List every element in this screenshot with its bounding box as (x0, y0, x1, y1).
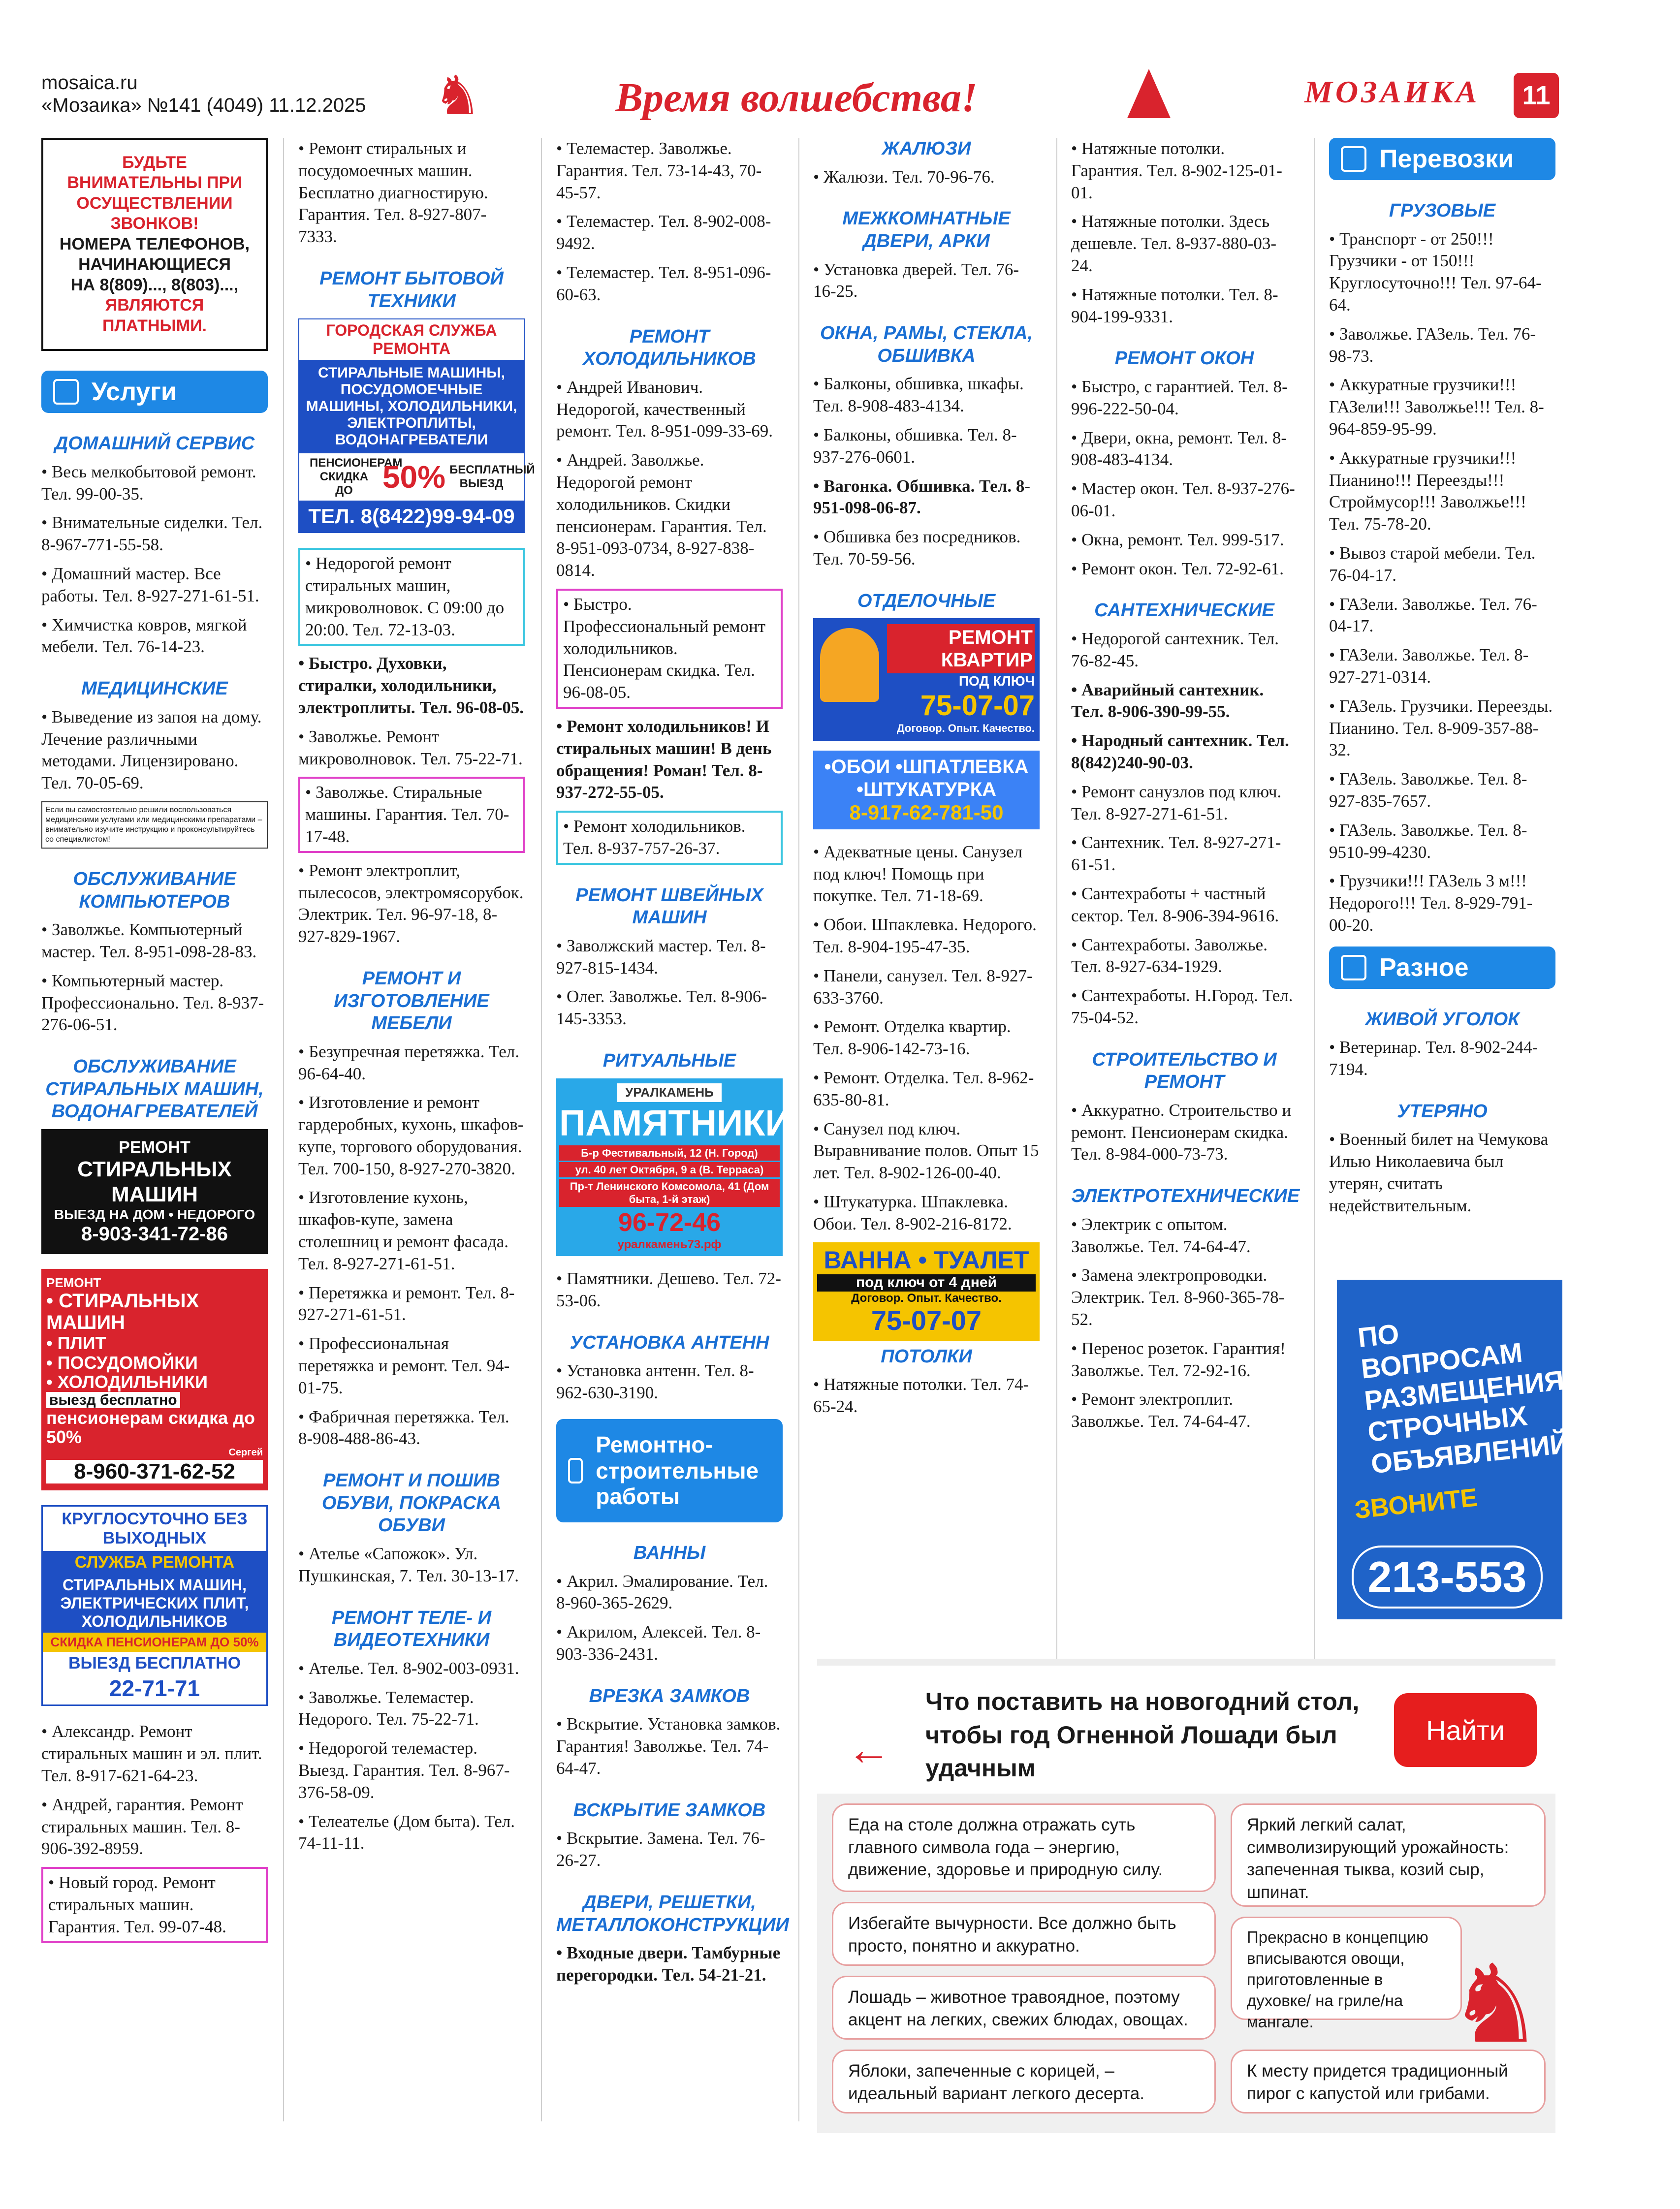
classified-ad: • Заволжье. Телемастер. Недорого. Тел. 75-22-71. (298, 1687, 479, 1729)
banner-phone: 8-960-371-62-52 (46, 1460, 263, 1483)
category-heading: САНТЕХНИЧЕСКИЕ (1094, 600, 1274, 621)
banner-text: ул. 40 лет Октября, 9 а (В. Терраса) (559, 1162, 780, 1177)
classified-ad: • Аккуратно. Строительство и ремонт. Пенсионерам скидка. Тел. 8-984-000-73-73. (1071, 1100, 1292, 1164)
category-heading: МЕДИЦИНСКИЕ (81, 678, 228, 699)
classified-ad: • Установка дверей. Тел. 76-16-25. (813, 259, 1019, 301)
classified-ad: • Обшивка без посредников. Тел. 70-59-56. (813, 527, 1021, 568)
category-heading: ЖАЛЮЗИ (882, 138, 971, 159)
warning-line: ЯВЛЯЮТСЯ (105, 296, 204, 315)
classified-ad: • Заволжье. ГАЗель. Тел. 76-98-73. (1329, 324, 1536, 366)
classified-ad: • Грузчики!!! ГАЗель 3 м!!! Недорого!!! Тел. 8-929-791-00-20. (1329, 871, 1533, 935)
classified-ad: • ГАЗель. Заволжье. Тел. 8-927-835-7657. (1329, 769, 1527, 811)
monuments-banner (556, 1078, 792, 1257)
banner-text: ПЕНСИОНЕРАМ СКИДКА ДО (309, 456, 403, 498)
classified-ad: • Александр. Ремонт стиральных машин и эл. плит. Тел. 8-917-621-64-23. (41, 1722, 262, 1785)
warning-line: ОСУЩЕСТВЛЕНИИ (76, 193, 233, 213)
category-heading: СТРОИТЕЛЬСТВО И РЕМОНТ (1092, 1049, 1277, 1093)
banner-text: КРУГЛОСУТОЧНО БЕЗ ВЫХОДНЫХ (62, 1510, 248, 1548)
category-heading: ВСКРЫТИЕ ЗАМКОВ (573, 1799, 766, 1821)
category-heading: ПОТОЛКИ (881, 1346, 972, 1367)
classified-ad: • Ремонт санузлов под ключ. Тел. 8-927-271-61-51. (1071, 782, 1282, 823)
banner-text: Договор. Опыт. Качество. (896, 722, 1035, 735)
section-label: Разное (1379, 953, 1469, 982)
classified-ad: • Ремонт электроплит, пылесосов, электромясорубок. Электрик. Тел. 96-97-18, 8-927-829-1967. (298, 860, 524, 947)
banner-title: ВАННА • ТУАЛЕТ (824, 1246, 1029, 1274)
advertising-contact-banner (1337, 1280, 1571, 1619)
classified-ad: • Натяжные потолки. Здесь дешевле. Тел. 8-937-880-03-24. (1071, 212, 1277, 275)
classified-ad: • Адекватные цены. Санузел под ключ! Помощь при покупке. Тел. 71-18-69. (813, 842, 1023, 906)
classified-ad: • Жалюзи. Тел. 70-96-76. (813, 167, 995, 187)
phone-icon (53, 379, 79, 405)
classified-ad: • Балконы, обшивка. Тел. 8-937-276-0601. (813, 425, 1017, 467)
classified-ad: • Панели, санузел. Тел. 8-927-633-3760. (813, 966, 1033, 1008)
red-horse-icon: ♞ (1447, 1945, 1545, 2065)
category-heading: РИТУАЛЬНЫЕ (602, 1050, 736, 1072)
classified-ad: • Транспорт - от 250!!! Грузчики - от 150!!! Круглосуточно!!! Тел. 97-64-64. (1329, 229, 1542, 315)
category-heading: УТЕРЯНО (1397, 1101, 1488, 1122)
classified-ad: • Андрей Иванович. Недорогой, качественный ремонт. Тел. 8-951-099-33-69. (556, 377, 773, 441)
classified-ad: • Акрилом, Алексей. Тел. 8-903-336-2431. (556, 1622, 761, 1664)
classified-ad: • Балконы, обшивка, шкафы. Тел. 8-908-483-4134. (813, 374, 1024, 416)
classified-ad: • ГАЗели. Заволжье. Тел. 8-927-271-0314. (1329, 645, 1529, 687)
classified-ad: • Ветеринар. Тел. 8-902-244-7194. (1329, 1038, 1538, 1079)
classified-ad: • Замена электропроводки. Электрик. Тел. 8-960-365-78-52. (1071, 1265, 1285, 1329)
column-3 (556, 138, 792, 1993)
banner-text: РЕМОНТ (46, 1275, 101, 1291)
classified-ad: • Натяжные потолки. Гарантия. Тел. 8-902-125-01-01. (1071, 139, 1282, 202)
category-heading: ОКНА, РАМЫ, СТЕКЛА, ОБШИВКА (820, 323, 1033, 366)
banner-phone: 8-903-341-72-86 (81, 1223, 228, 1245)
classified-ad: • Химчистка ковров, мягкой мебели. Тел. 76-14-23. (41, 615, 247, 657)
banner-text: СКИДКА ПЕНСИОНЕРАМ ДО 50% (43, 1633, 266, 1652)
classified-ad: • Народный сантехник. Тел. 8(842)240-90-03. (1071, 731, 1289, 772)
tip-card: Избегайте вычурности. Все должно быть просто, понятно и аккуратно. (832, 1902, 1216, 1966)
section-transport (1329, 138, 1555, 180)
classified-ad: • Электрик с опытом. Заволжье. Тел. 74-64-47. (1071, 1214, 1251, 1256)
section-services (41, 371, 268, 413)
banner-phone: 213-553 (1352, 1546, 1543, 1609)
banner-text: СТИРАЛЬНЫХ МАШИН, ЭЛЕКТРИЧЕСКИХ ПЛИТ, ХОЛОДИЛЬНИКОВ (43, 1574, 266, 1633)
classified-ad: • ГАЗель. Заволжье. Тел. 8-9510-99-4230. (1329, 820, 1527, 862)
classified-ad: • Вскрытие. Установка замков. Гарантия! Заволжье. Тел. 74-64-47. (556, 1714, 781, 1778)
bathroom-banner (813, 1242, 1040, 1341)
paint-roller-icon (568, 1458, 583, 1483)
category-heading: ОБСЛУЖИВАНИЕ КОМПЬЮТЕРОВ (73, 868, 236, 912)
find-button[interactable]: Найти (1394, 1693, 1537, 1767)
classified-ad: • Изготовление кухонь, шкафов-купе, замена столешниц и ремонт фасада. Тел. 8-927-271-61-51. (298, 1188, 509, 1273)
classified-ad: • Двери, окна, ремонт. Тел. 8-908-483-4134. (1071, 428, 1287, 470)
classified-ad: • Ремонт окон. Тел. 72-92-61. (1071, 559, 1284, 578)
widget-question: Что поставить на новогодний стол, чтобы год Огненной Лошади был удачным (925, 1688, 1360, 1782)
banner-text: • ПОСУДОМОЙКИ (46, 1352, 198, 1373)
category-heading: РЕМОНТ ХОЛОДИЛЬНИКОВ (583, 326, 756, 370)
classified-ad: • Заволжье. Компьютерный мастер. Тел. 8-951-098-28-83. (41, 920, 257, 961)
banner-text: СТИРАЛЬНЫХ МАШИН (77, 1157, 232, 1206)
classified-ad: • Телемастер. Тел. 8-951-096-60-63. (556, 262, 771, 304)
section-label: Услуги (92, 378, 177, 407)
classified-ad: • Новый город. Ремонт стиральных машин. Гарантия. Тел. 99-07-48. (41, 1867, 268, 1943)
classified-ad: • Быстро. Профессиональный ремонт холодильников. Пенсионерам скидка. Тел. 96-08-05. (556, 589, 783, 709)
classified-ad: • Памятники. Дешево. Тел. 72-53-06. (556, 1269, 781, 1311)
classified-ad: • Аккуратные грузчики!!! Пианино!!! Переезды!!! Строймусор!!! Заволжье!!! Тел. 75-78-20. (1329, 448, 1526, 534)
city-repair-banner (298, 318, 535, 533)
category-heading: РЕМОНТ ТЕЛЕ- И ВИДЕОТЕХНИКИ (331, 1607, 492, 1651)
classified-ad: • Перетяжка и ремонт. Тел. 8-927-271-61-51. (298, 1283, 515, 1325)
widget-header (817, 1659, 1555, 1794)
classified-ad: • Обои. Шпаклевка. Недорого. Тел. 8-904-195-47-35. (813, 915, 1037, 956)
classified-ad: • Телеателье (Дом быта). Тел. 74-11-11. (298, 1811, 515, 1853)
column-4 (813, 138, 1040, 1425)
classified-ad: • Профессиональная перетяжка и ремонт. Тел. 94-01-75. (298, 1334, 510, 1397)
banner-title: ПАМЯТНИКИ (559, 1102, 792, 1143)
classified-ad: • Окна, ремонт. Тел. 999-517. (1071, 530, 1284, 549)
classified-ad: • Быстро. Духовки, стиралки, холодильники, электроплиты. Тел. 96-08-05. (298, 654, 524, 717)
banner-title: ПО ВОПРОСАМ РАЗМЕЩЕНИЯ СТРОЧНЫХ ОБЪЯВЛЕНИЙ (1356, 1318, 1571, 1480)
boxes-icon (1341, 955, 1366, 980)
classified-ad: • Сантехработы. Н.Город. Тел. 75-04-52. (1071, 986, 1293, 1027)
site-url[interactable]: mosaica.ru (41, 72, 138, 94)
classified-ad: • Заволжье. Ремонт микроволновок. Тел. 75-22-71. (298, 726, 523, 768)
banner-phone: 75-07-07 (871, 1305, 982, 1336)
banner-text: СЛУЖБА РЕМОНТА (43, 1551, 266, 1574)
classified-ad: • Аварийный сантехник. Тел. 8-906-390-99-55. (1071, 680, 1264, 722)
tip-card: К месту придется традиционный пирог с капустой или грибами. (1231, 2050, 1546, 2114)
classified-ad: • Ремонт. Отделка. Тел. 8-962-635-80-81. (813, 1068, 1034, 1109)
apartment-repair-banner (813, 618, 1040, 740)
classified-ad: • Заволжский мастер. Тел. 8-927-815-1434. (556, 936, 766, 978)
issue-info: «Мозаика» №141 (4049) 11.12.2025 (41, 95, 366, 116)
banner-text: УРАЛКАМЕНЬ (617, 1083, 722, 1102)
banner-phone: 96-72-46 (618, 1208, 721, 1237)
classified-ad: • Установка антенн. Тел. 8-962-630-3190. (556, 1361, 754, 1403)
warning-line: ПЛАТНЫМИ. (102, 316, 207, 335)
classified-ad: • Мастер окон. Тел. 8-937-276-06-01. (1071, 479, 1295, 520)
section-repair-works (556, 1419, 783, 1522)
classified-ad: • Натяжные потолки. Тел. 8-904-199-9331. (1071, 284, 1278, 326)
banner-text: ПОД КЛЮЧ (958, 673, 1035, 689)
classified-ad: • Вывоз старой мебели. Тел. 76-04-17. (1329, 543, 1536, 585)
page-number: 11 (1514, 73, 1559, 118)
banner-phone: ТЕЛ. 8(8422)99-94-09 (299, 501, 524, 532)
banner-text: Договор. Опыт. Качество. (851, 1291, 1002, 1305)
classified-ad: • Санузел под ключ. Выравнивание полов. Опыт 15 лет. Тел. 8-902-126-00-40. (813, 1119, 1039, 1183)
classified-ad: • Вскрытие. Замена. Тел. 76-26-27. (556, 1829, 765, 1870)
category-heading: ВАННЫ (633, 1543, 706, 1564)
newspaper-logo: МОЗАИКА (1304, 74, 1480, 109)
classified-ad: • Безупречная перетяжка. Тел. 96-64-40. (298, 1041, 519, 1083)
horse-logo-icon: ♞ (433, 66, 482, 126)
banner-text: ВЫЕЗД БЕСПЛАТНО (68, 1654, 241, 1673)
truck-icon (1341, 146, 1366, 172)
warning-box (41, 138, 268, 351)
banner-text: РЕМОНТ (119, 1137, 190, 1157)
section-misc (1329, 947, 1555, 989)
category-heading: ДОМАШНИЙ СЕРВИС (54, 433, 255, 454)
banner-text: СТИРАЛЬНЫЕ МАШИНЫ, ПОСУДОМОЕЧНЫЕ МАШИНЫ, ХОЛОДИЛЬНИКИ, ЭЛЕКТРОПЛИТЫ, ВОДОНАГРЕВАТЕЛИ (299, 360, 524, 453)
classified-ad: • Акрил. Эмалирование. Тел. 8-960-365-2629. (556, 1571, 768, 1613)
banner-text: •ОБОИ •ШПАТЛЕВКА (824, 756, 1029, 778)
classified-ad: • Ремонт стиральных и посудомоечных машин. Бесплатно диагностирую. Гарантия. Тел. 8-927-807-7333. (298, 139, 488, 247)
appliance-repair-banner (41, 1269, 268, 1490)
christmas-tree-icon (1127, 69, 1171, 118)
category-heading: ЖИВОЙ УГОЛОК (1365, 1009, 1520, 1030)
widget-tips (817, 1794, 1555, 2133)
category-heading: ОБСЛУЖИВАНИЕ СТИРАЛЬНЫХ МАШИН, ВОДОНАГРЕВАТЕЛЕЙ (45, 1056, 264, 1122)
classified-ad: • Андрей, гарантия. Ремонт стиральных машин. Тел. 8-906-392-8959. (41, 1795, 243, 1859)
warning-line: ЗВОНКОВ! (110, 214, 199, 233)
wallpaper-banner (813, 751, 1040, 829)
column-5 (1071, 138, 1298, 1440)
category-heading: МЕЖКОМНАТНЫЕ ДВЕРИ, АРКИ (842, 208, 1011, 252)
classified-ad: • Домашний мастер. Все работы. Тел. 8-927-271-61-51. (41, 564, 259, 605)
banner-text: выезд бесплатно (46, 1392, 180, 1408)
classified-ad: • Сантехник. Тел. 8-927-271-61-51. (1071, 833, 1281, 875)
classified-ad: • Заволжье. Стиральные машины. Гарантия. Тел. 70-17-48. (298, 777, 525, 852)
classified-ad: • Входные двери. Тамбурные перегородки. Тел. 54-21-21. (556, 1943, 781, 1985)
category-heading: РЕМОНТ БЫТОВОЙ ТЕХНИКИ (319, 268, 504, 312)
new-year-table-widget (817, 1659, 1555, 2126)
banner-phone: 8-917-62-781-50 (849, 800, 1004, 824)
tip-card: Яблоки, запеченные с корицей, – идеальный вариант легкого десерта. (832, 2050, 1216, 2114)
tip-card: Яркий легкий салат, символизирующий урожайность: запеченная тыква, козий сыр, шпинат. (1231, 1803, 1546, 1907)
category-heading: РЕМОНТ ОКОН (1114, 348, 1254, 369)
category-heading: УСТАНОВКА АНТЕНН (570, 1332, 769, 1353)
category-heading: РЕМОНТ И ИЗГОТОВЛЕНИЕ МЕБЕЛИ (334, 968, 489, 1034)
banner-text: ГОРОДСКАЯ СЛУЖБА РЕМОНТА (299, 319, 524, 360)
banner-title: РЕМОНТ КВАРТИР (887, 624, 1035, 673)
category-heading: РЕМОНТ И ПОШИВ ОБУВИ, ПОКРАСКА ОБУВИ (321, 1470, 502, 1536)
banner-text: пенсионерам скидка до 50% (46, 1407, 255, 1448)
medical-disclaimer: Если вы самостоятельно решили воспользоваться медицинскими услугами или медицинскими препаратами – внимательно изучите инструкцию и проконсультируйтесь со специалистом! (41, 801, 268, 849)
classified-ad: • Ателье «Сапожок». Ул. Пушкинская, 7. Тел. 30-13-17. (298, 1544, 519, 1585)
tip-card: Еда на столе должна отражать суть главного символа года – энергию, движение, здоровье и природную силу. (832, 1803, 1216, 1892)
section-label: Перевозки (1379, 145, 1514, 173)
banner-text: • ХОЛОДИЛЬНИКИ (46, 1372, 208, 1392)
warning-line: БУДЬТЕ (122, 153, 187, 172)
classified-ad: • Телемастер. Заволжье. Гарантия. Тел. 73-14-43, 70-45-57. (556, 139, 762, 202)
section-label: Ремонтно-строительные работы (596, 1431, 759, 1510)
arrow-left-icon[interactable]: ← (847, 1725, 891, 1774)
banner-text: Сергей (228, 1447, 263, 1458)
classified-ad: • Ремонт холодильников. Тел. 8-937-757-26-37. (556, 811, 783, 865)
classified-ad: • Сантехработы. Заволжье. Тел. 8-927-634-1929. (1071, 935, 1268, 977)
worker-icon (820, 628, 879, 702)
banner-text: под ключ от 4 дней (817, 1274, 1036, 1292)
classified-ad: • Выведение из запоя на дому. Лечение различными методами. Лицензировано. Тел. 70-05-69. (41, 707, 262, 793)
page-slogan: Время волшебства! (615, 75, 978, 121)
classified-ad: • Военный билет на Чемукова Илью Николаевича был утерян, считать недействительным. (1329, 1130, 1549, 1215)
classified-ad: • Весь мелкобытовой ремонт. Тел. 99-00-35. (41, 462, 256, 504)
banner-text: •ШТУКАТУРКА (856, 778, 997, 800)
banner-text: ВЫЕЗД НА ДОМ • НЕДОРОГО (54, 1207, 255, 1223)
category-heading: ЭЛЕКТРОТЕХНИЧЕСКИЕ (1071, 1186, 1300, 1207)
tip-card: Прекрасно в концепцию вписываются овощи, приготовленные в духовке/ на гриле/на мангале. (1231, 1917, 1462, 2020)
classified-ad: • Олег. Заволжье. Тел. 8-906-145-3353. (556, 987, 767, 1029)
banner-text: • СТИРАЛЬНЫХ МАШИН (46, 1290, 199, 1333)
banner-discount: 50% (382, 459, 446, 495)
column-1 (41, 138, 268, 1950)
classified-ad: • Ателье. Тел. 8-902-003-0931. (298, 1658, 519, 1678)
banner-text: БЕСПЛАТНЫЙ ВЫЕЗД (449, 463, 535, 491)
category-heading: РЕМОНТ ШВЕЙНЫХ МАШИН (575, 884, 763, 928)
banner-phone: 22-71-71 (109, 1675, 200, 1702)
warning-line: НАЧИНАЮЩИЕСЯ (78, 255, 231, 274)
classified-ad: • Недорогой сантехник. Тел. 76-82-45. (1071, 629, 1279, 670)
warning-line: НА 8(809)..., 8(803)..., (70, 275, 239, 294)
banner-text: ЗВОНИТЕ (1353, 1483, 1479, 1525)
banner-phone: 75-07-07 (920, 689, 1035, 722)
classified-ad: • Компьютерный мастер. Профессионально. Тел. 8-937-276-06-51. (41, 971, 264, 1035)
category-heading: ВРЕЗКА ЗАМКОВ (589, 1685, 750, 1706)
classified-ad: • ГАЗель. Грузчики. Переезды. Пианино. Тел. 8-909-357-88-32. (1329, 696, 1553, 760)
classified-ad: • Сантехработы + частный сектор. Тел. 8-906-394-9616. (1071, 884, 1279, 925)
banner-text: Пр-т Ленинского Комсомола, 41 (Дом быта, 1-й этаж) (559, 1179, 780, 1207)
classified-ad: • ГАЗели. Заволжье. Тел. 76-04-17. (1329, 594, 1537, 636)
classified-ad: • Ремонт. Отделка квартир. Тел. 8-906-142-73-16. (813, 1017, 1011, 1059)
warning-line: НОМЕРА ТЕЛЕФОНОВ, (59, 234, 250, 253)
column-6 (1329, 138, 1555, 1224)
category-heading: ОТДЕЛОЧНЫЕ (857, 590, 996, 611)
classified-ad: • Внимательные сиделки. Тел. 8-967-771-55-58. (41, 513, 263, 555)
classified-ad: • Аккуратные грузчики!!! ГАЗели!!! Заволжье!!! Тел. 8-964-859-95-99. (1329, 375, 1544, 439)
tip-card: Лошадь – животное травоядное, поэтому акцент на легких, свежих блюдах, овощах. (832, 1976, 1216, 2040)
classified-ad: • Андрей. Заволжье. Недорогой ремонт холодильников. Скидки пенсионерам. Гарантия. Тел. 8-951-093-0734, 8-927-838-0814. (556, 450, 767, 580)
banner-link[interactable]: уралкамень73.рф (617, 1237, 722, 1251)
classified-ad: • Штукатурка. Шпаклевка. Обои. Тел. 8-902-216-8172. (813, 1192, 1012, 1233)
classified-ad: • Изготовление и ремонт гардеробных, кухонь, шкафов-купе, торгового оборудования. Тел. 700-150, 8-927-270-3820. (298, 1093, 524, 1178)
classified-ad: • Недорогой телемастер. Выезд. Гарантия. Тел. 8-967-376-58-09. (298, 1738, 510, 1802)
category-heading: ДВЕРИ, РЕШЕТКИ, МЕТАЛЛОКОНСТРУКЦИИ (556, 1892, 789, 1935)
classified-ad: • Быстро, с гарантией. Тел. 8-996-222-50-04. (1071, 377, 1288, 418)
repair-service-banner (41, 1505, 268, 1706)
washer-repair-banner (41, 1129, 268, 1254)
classified-ad: • Ремонт холодильников! И стиральных машин! В день обращения! Роман! Тел. 8-937-272-55-05. (556, 716, 772, 802)
classified-ad: • Натяжные потолки. Тел. 74-65-24. (813, 1375, 1029, 1416)
classified-ad: • Ремонт электроплит. Заволжье. Тел. 74-64-47. (1071, 1389, 1251, 1431)
banner-text: Б-р Фестивальный, 12 (Н. Город) (559, 1145, 780, 1161)
warning-line: ВНИМАТЕЛЬНЫ ПРИ (67, 173, 242, 192)
classified-ad: • Вагонка. Обшивка. Тел. 8-951-098-06-87. (813, 476, 1030, 518)
column-2 (298, 138, 535, 1862)
category-heading: ГРУЗОВЫЕ (1389, 200, 1496, 221)
banner-text: • ПЛИТ (46, 1332, 106, 1353)
classified-ad: • Телемастер. Тел. 8-902-008-9492. (556, 212, 771, 253)
classified-ad: • Фабричная перетяжка. Тел. 8-908-488-86-43. (298, 1407, 509, 1449)
classified-ad: • Недорогой ремонт стиральных машин, микроволновок. С 09:00 до 20:00. Тел. 72-13-03. (298, 548, 525, 646)
classified-ad: • Перенос розеток. Гарантия! Заволжье. Тел. 72-92-16. (1071, 1338, 1286, 1380)
